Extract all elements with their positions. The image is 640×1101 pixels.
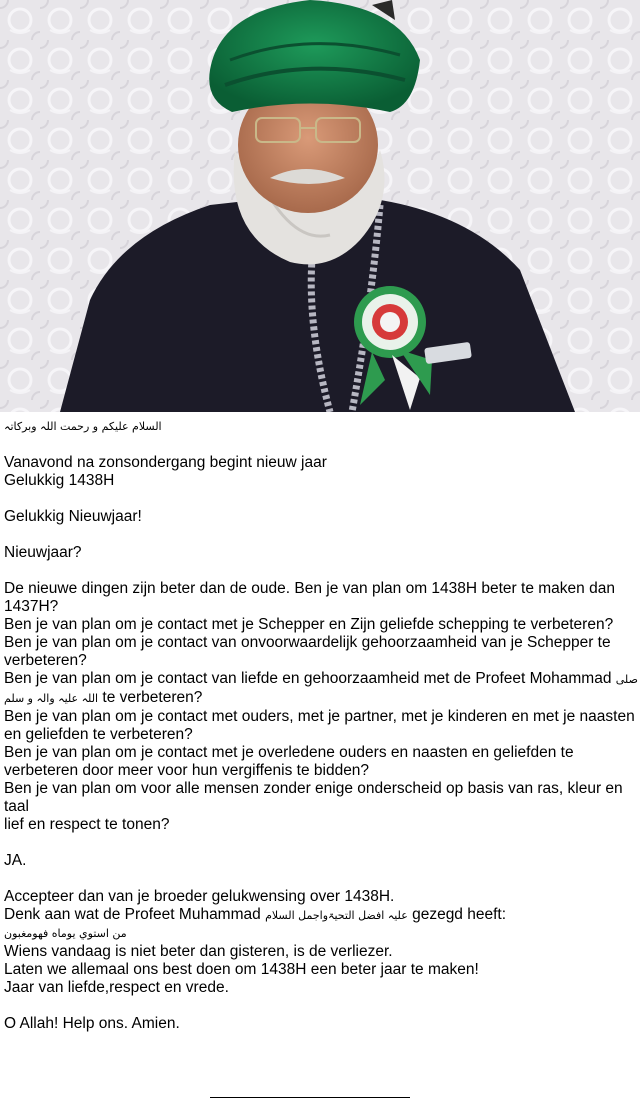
remember-line: [4, 906, 638, 925]
portrait-photo: [0, 0, 640, 412]
question-prophet-end: te verbeteren?: [102, 689, 203, 706]
hadith-arabic: من استوي يوماه فهومغبون: [4, 927, 127, 940]
prayer-line: O Allah! Help ons. Amien.: [4, 1015, 180, 1032]
question-prophet: [4, 670, 638, 708]
loser-line: Wiens vandaag is niet beter dan gisteren, is de verliezer.: [4, 943, 393, 960]
article-text: [4, 418, 638, 1033]
honorific-arabic: علیہ افضل التحیۃواجمل السلام: [265, 909, 408, 922]
question-all-people-end: lief en respect te tonen?: [4, 816, 170, 833]
answer-yes: JA.: [4, 852, 27, 869]
greeting-arabic: السلام علیکم و رحمت اللہ وبرکاتہ: [4, 420, 162, 433]
new-year-question: Nieuwjaar?: [4, 544, 82, 561]
question-obedience: Ben je van plan om je contact van onvoorwaardelijk gehoorzaamheid van je Schepper te verbeteren?: [4, 634, 611, 669]
intro-line: Vanavond na zonsondergang begint nieuw jaar: [4, 454, 327, 471]
remember-text: Denk aan wat de Profeet Muhammad: [4, 906, 261, 923]
question-creator: Ben je van plan om je contact met je Schepper en Zijn geliefde schepping te verbeteren?: [4, 616, 614, 633]
paragraph-better-year: De nieuwe dingen zijn beter dan de oude. Ben je van plan om 1438H beter te maken dan 1437H?: [4, 580, 615, 615]
question-deceased: Ben je van plan om je contact met je overledene ouders en naasten en geliefden te verbeteren door meer voor hun vergiffenis te bidden?: [4, 744, 574, 779]
year-of-love-line: Jaar van liefde,respect en vrede.: [4, 979, 229, 996]
remember-end: gezegd heeft:: [412, 906, 507, 923]
salawat-arabic: صلی اللہ علیہ والہ و سلم: [4, 673, 638, 705]
best-effort-line: Laten we allemaal ons best doen om 1438H een beter jaar te maken!: [4, 961, 479, 978]
footer-divider: [210, 1097, 410, 1098]
question-prophet-text: Ben je van plan om je contact van liefde en gehoorzaamheid met de Profeet Mohammad: [4, 670, 612, 687]
accept-line: Accepteer dan van je broeder gelukwensing over 1438H.: [4, 888, 395, 905]
question-family: Ben je van plan om je contact met ouders, met je partner, met je kinderen en met je naasten en geliefden te verbeteren?: [4, 708, 635, 743]
question-all-people: Ben je van plan om voor alle mensen zonder enige onderscheid op basis van ras, kleur en taal: [4, 780, 623, 815]
happy-new-year-line: Gelukkig Nieuwjaar!: [4, 508, 142, 525]
happy-year-line: Gelukkig 1438H: [4, 472, 115, 489]
